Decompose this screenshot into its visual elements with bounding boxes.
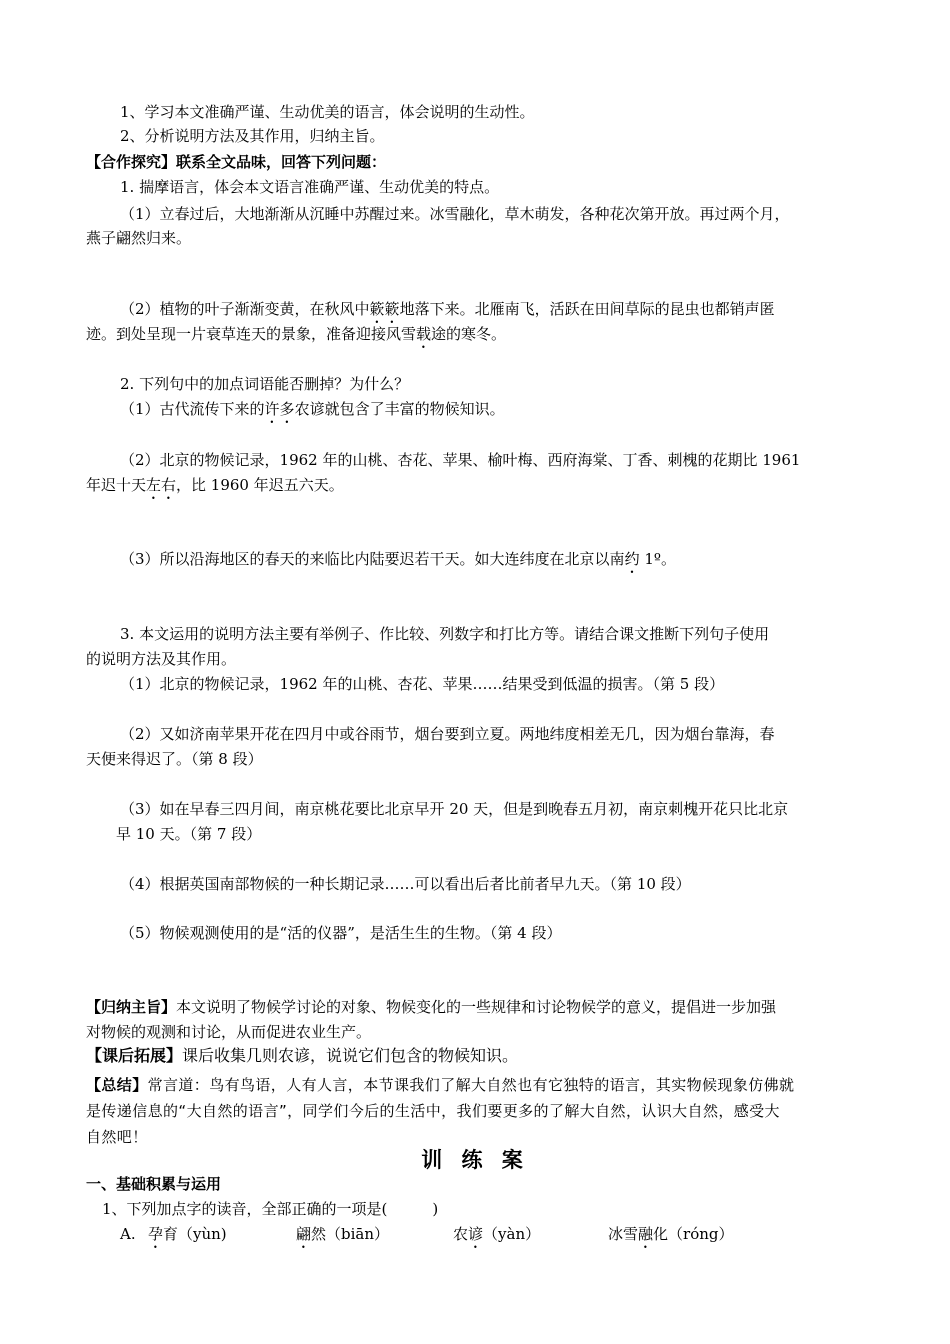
theme-line2: 对物候的观测和讨论，从而促进农业生产。 — [86, 1023, 372, 1041]
training-q1: 1、下列加点字的读音，全部正确的一项是( ) — [102, 1200, 439, 1218]
cooperate-text: 联系全文品味，回答下列问题： — [176, 153, 387, 171]
text-run: 冰雪 — [608, 1225, 639, 1243]
q3-s1: （1）北京的物候记录，1962 年的山桃、杏花、苹果……结果受到低温的损害。（第 5 段） — [120, 675, 725, 693]
q3-s3-line1: （3）如在早春三四月间，南京桃花要比北京早开 20 天，但是到晚春五月初，南京刺槐开花只比北京 — [120, 800, 789, 818]
q1-title: 1. 揣摩语言，体会本文语言准确严谨、生动优美的特点。 — [120, 178, 500, 196]
q3-s4: （4）根据英国南部物候的一种长期记录……可以看出后者比前者早九天。（第 10 段） — [120, 875, 691, 893]
text-run: 然（biān） — [311, 1225, 390, 1243]
text-run: 年迟十天 — [86, 476, 147, 494]
emphasis-word: 簌簌 — [369, 300, 400, 318]
text-run: （yàn） — [483, 1225, 541, 1243]
text-run: （2）植物的叶子渐渐变黄，在秋风中 — [120, 300, 370, 318]
text-run: ，比 1960 年迟五六天。 — [176, 476, 344, 494]
text-run: 课后收集几则农谚，说说它们包含的物候知识。 — [182, 1046, 519, 1065]
cooperate-heading — [86, 150, 864, 174]
emphasis-word: 左右 — [146, 476, 177, 494]
extension-label: 【课后拓展】 — [86, 1046, 183, 1065]
extension-line — [86, 1044, 864, 1068]
summary-line2: 是传递信息的“大自然的语言”，同学们今后的生活中，我们要更多的了解大自然，认识大自然，感受大 — [86, 1102, 780, 1120]
emphasis-word: 约 — [624, 550, 640, 568]
text-run: 农 — [453, 1225, 469, 1243]
emphasis-char: 翩 — [296, 1225, 312, 1243]
text-run: （1）古代流传下来的 — [120, 400, 265, 418]
text-run: 化（róng） — [653, 1225, 734, 1243]
q3-title-line2: 的说明方法及其作用。 — [86, 650, 237, 668]
option-a-label: A. — [120, 1225, 136, 1243]
emphasis-word: 许多 — [264, 400, 295, 418]
q3-s2-line2: 天便来得迟了。（第 8 段） — [86, 750, 263, 768]
summary-line1 — [86, 1072, 864, 1098]
q3-s5: （5）物候观测使用的是“活的仪器”，是活生生的生物。（第 4 段） — [120, 924, 562, 942]
q1-s1-line2: 燕子翩然归来。 — [86, 229, 192, 247]
cooperate-label: 【合作探究】 — [86, 153, 177, 171]
objective-2: 2、分析说明方法及其作用，归纳主旨。 — [120, 127, 385, 145]
q2-s1 — [120, 397, 864, 427]
text-run: 迹。到处呈现一片衰草连天的景象，准备迎接风雪 — [86, 325, 417, 343]
q3-s3-line2: 早 10 天。（第 7 段） — [116, 825, 262, 843]
text-run: 地落下来。北雁南飞，活跃在田间草际的昆虫也都销声匿 — [399, 300, 775, 318]
text-run: 育（yùn) — [163, 1225, 227, 1243]
q3-title-line1: 3. 本文运用的说明方法主要有举例子、作比较、列数字和打比方等。请结合课文推断下列句子使用 — [120, 625, 770, 643]
text-run: 常言道：鸟有鸟语，人有人言，本节课我们了解大自然也有它独特的语言，其实物候现象仿佛就 — [147, 1076, 795, 1094]
q2-s2-line2 — [86, 473, 864, 503]
q2-title: 2. 下列句中的加点词语能否删掉？为什么？ — [120, 375, 410, 393]
emphasis-word: 载 — [416, 325, 432, 343]
q2-s2-line1: （2）北京的物候记录，1962 年的山桃、杏花、苹果、榆叶梅、西府海棠、丁香、刺槐的花期比 1961 — [120, 451, 801, 469]
emphasis-char: 融 — [638, 1225, 654, 1243]
training-section: 一、基础积累与运用 — [86, 1175, 222, 1193]
text-run: 本文说明了物候学讨论的对象、物候变化的一些规律和讨论物候学的意义，提倡进一步加强 — [176, 998, 777, 1016]
objective-1: 1、学习本文准确严谨、生动优美的语言，体会说明的生动性。 — [120, 103, 535, 121]
emphasis-char: 谚 — [468, 1225, 484, 1243]
text-run: 途的寒冬。 — [431, 325, 507, 343]
q2-s3 — [120, 547, 864, 577]
text-run: 1º。 — [639, 550, 676, 568]
summary-line3: 自然吧！ — [86, 1128, 148, 1146]
text-run: （3）所以沿海地区的春天的来临比内陆要迟若干天。如大连纬度在北京以南 — [120, 550, 625, 568]
theme-line1 — [86, 995, 864, 1019]
q1-s1-line1: （1）立春过后，大地渐渐从沉睡中苏醒过来。冰雪融化，草木萌发，各种花次第开放。再过两个月， — [120, 205, 790, 223]
option-item-3 — [453, 1222, 540, 1252]
summary-label: 【总结】 — [86, 1076, 148, 1094]
theme-label: 【归纳主旨】 — [86, 998, 177, 1016]
training-title: 训 练 案 — [421, 1148, 529, 1172]
emphasis-char: 孕 — [148, 1225, 164, 1243]
option-item-4 — [608, 1222, 734, 1252]
q3-s2-line1: （2）又如济南苹果开花在四月中或谷雨节，烟台要到立夏。两地纬度相差无几，因为烟台靠海，春 — [120, 725, 775, 743]
option-item-2 — [296, 1222, 389, 1252]
text-run: 农谚就包含了丰富的物候知识。 — [294, 400, 505, 418]
q1-s2-line2 — [86, 322, 864, 352]
option-item-1 — [148, 1222, 227, 1252]
